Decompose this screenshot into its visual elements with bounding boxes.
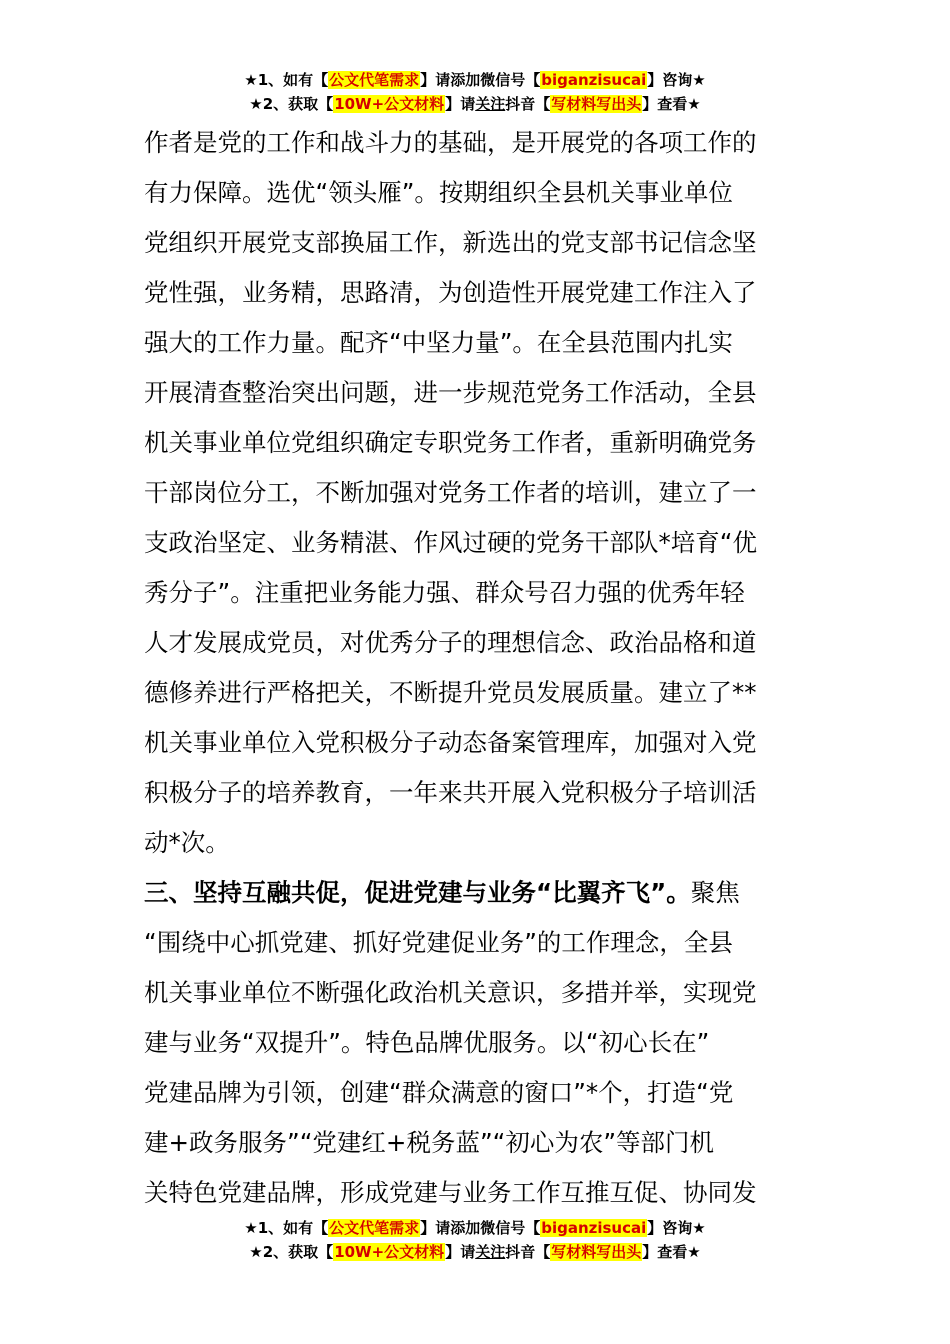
body-line: 关特色党建品牌，形成党建与业务工作互推互促、协同发 [144, 1178, 757, 1207]
body-line: 德修养进行严格把关，不断提升党员发展质量。建立了** [144, 678, 757, 707]
body-line: 机关事业单位不断强化政治机关意识，多措并举，实现党 [144, 978, 757, 1007]
promo-highlight: 10W+公文材料 [334, 1243, 445, 1261]
body-line: 党性强，业务精，思路清，为创造性开展党建工作注入了 [144, 278, 757, 307]
promo-text: 】请添加微信号【 [420, 1219, 541, 1237]
promo-text: 】查看★ [642, 1243, 701, 1261]
body-line: 支政治坚定、业务精湛、作风过硬的党务干部队*培育“优 [144, 528, 757, 557]
promo-text: 抖音【 [505, 1243, 551, 1261]
promo-text: ★1、如有【 [244, 71, 329, 89]
body-line: 动*次。 [144, 828, 230, 857]
body-line: 有力保障。选优“领头雁”。按期组织全县机关事业单位 [144, 178, 733, 207]
promo-text: 】请 [445, 1243, 476, 1261]
document-body [144, 118, 808, 1218]
promo-text: 抖音【 [505, 95, 551, 113]
promo-text: ★1、如有【 [244, 1219, 329, 1237]
wechat-id-highlight: biganzisucai [541, 1219, 647, 1237]
body-line: 机关事业单位入党积极分子动态备案管理库，加强对入党 [144, 728, 757, 757]
section-3-heading: 三、坚持互融共促，促进党建与业务“比翼齐飞”。 [144, 878, 691, 907]
body-line: 建与业务“双提升”。特色品牌优服务。以“初心长在” [144, 1028, 710, 1057]
promo-highlight: 公文代笔需求 [329, 71, 420, 89]
promo-text: 】请添加微信号【 [420, 71, 541, 89]
douyin-account-highlight: 写材料写出头 [551, 1243, 642, 1261]
section-3-heading-tail: 聚焦 [690, 878, 740, 907]
body-line: 积极分子的培养教育，一年来共开展入党积极分子培训活 [144, 778, 757, 807]
promo-text: 】咨询★ [647, 71, 706, 89]
promo-line-2 [0, 1240, 950, 1264]
promo-underlined: 关注 [475, 1243, 506, 1261]
promo-text: 】查看★ [642, 95, 701, 113]
body-line: 建+政务服务”“党建红+税务蓝”“初心为农”等部门机 [144, 1128, 715, 1157]
body-line: 人才发展成党员，对优秀分子的理想信念、政治品格和道 [144, 628, 757, 657]
body-line: 开展清查整治突出问题，进一步规范党务工作活动，全县 [144, 378, 757, 407]
promo-text: 】请 [445, 95, 476, 113]
body-line: 强大的工作力量。配齐“中坚力量”。在全县范围内扎实 [144, 328, 733, 357]
promo-text: ★2、获取【 [249, 1243, 334, 1261]
wechat-id-highlight: biganzisucai [541, 71, 647, 89]
top-promo-banner [0, 68, 950, 116]
promo-underlined: 关注 [475, 95, 506, 113]
promo-text: 】咨询★ [647, 1219, 706, 1237]
bottom-promo-banner [0, 1216, 950, 1264]
promo-line-1 [0, 1216, 950, 1240]
promo-text: ★2、获取【 [249, 95, 334, 113]
douyin-account-highlight: 写材料写出头 [551, 95, 642, 113]
promo-line-1 [0, 68, 950, 92]
body-line: 党组织开展党支部换届工作，新选出的党支部书记信念坚 [144, 228, 757, 257]
promo-highlight: 公文代笔需求 [329, 1219, 420, 1237]
body-line: 干部岗位分工，不断加强对党务工作者的培训，建立了一 [144, 478, 757, 507]
body-line: 秀分子”。注重把业务能力强、群众号召力强的优秀年轻 [144, 578, 745, 607]
promo-highlight: 10W+公文材料 [334, 95, 445, 113]
body-line: 作者是党的工作和战斗力的基础，是开展党的各项工作的 [144, 128, 757, 157]
body-line: 机关事业单位党组织确定专职党务工作者，重新明确党务 [144, 428, 757, 457]
section-heading-line [144, 868, 808, 918]
body-line: 党建品牌为引领，创建“群众满意的窗口”*个，打造“党 [144, 1078, 734, 1107]
body-line: “围绕中心抓党建、抓好党建促业务”的工作理念，全县 [144, 928, 733, 957]
promo-line-2 [0, 92, 950, 116]
